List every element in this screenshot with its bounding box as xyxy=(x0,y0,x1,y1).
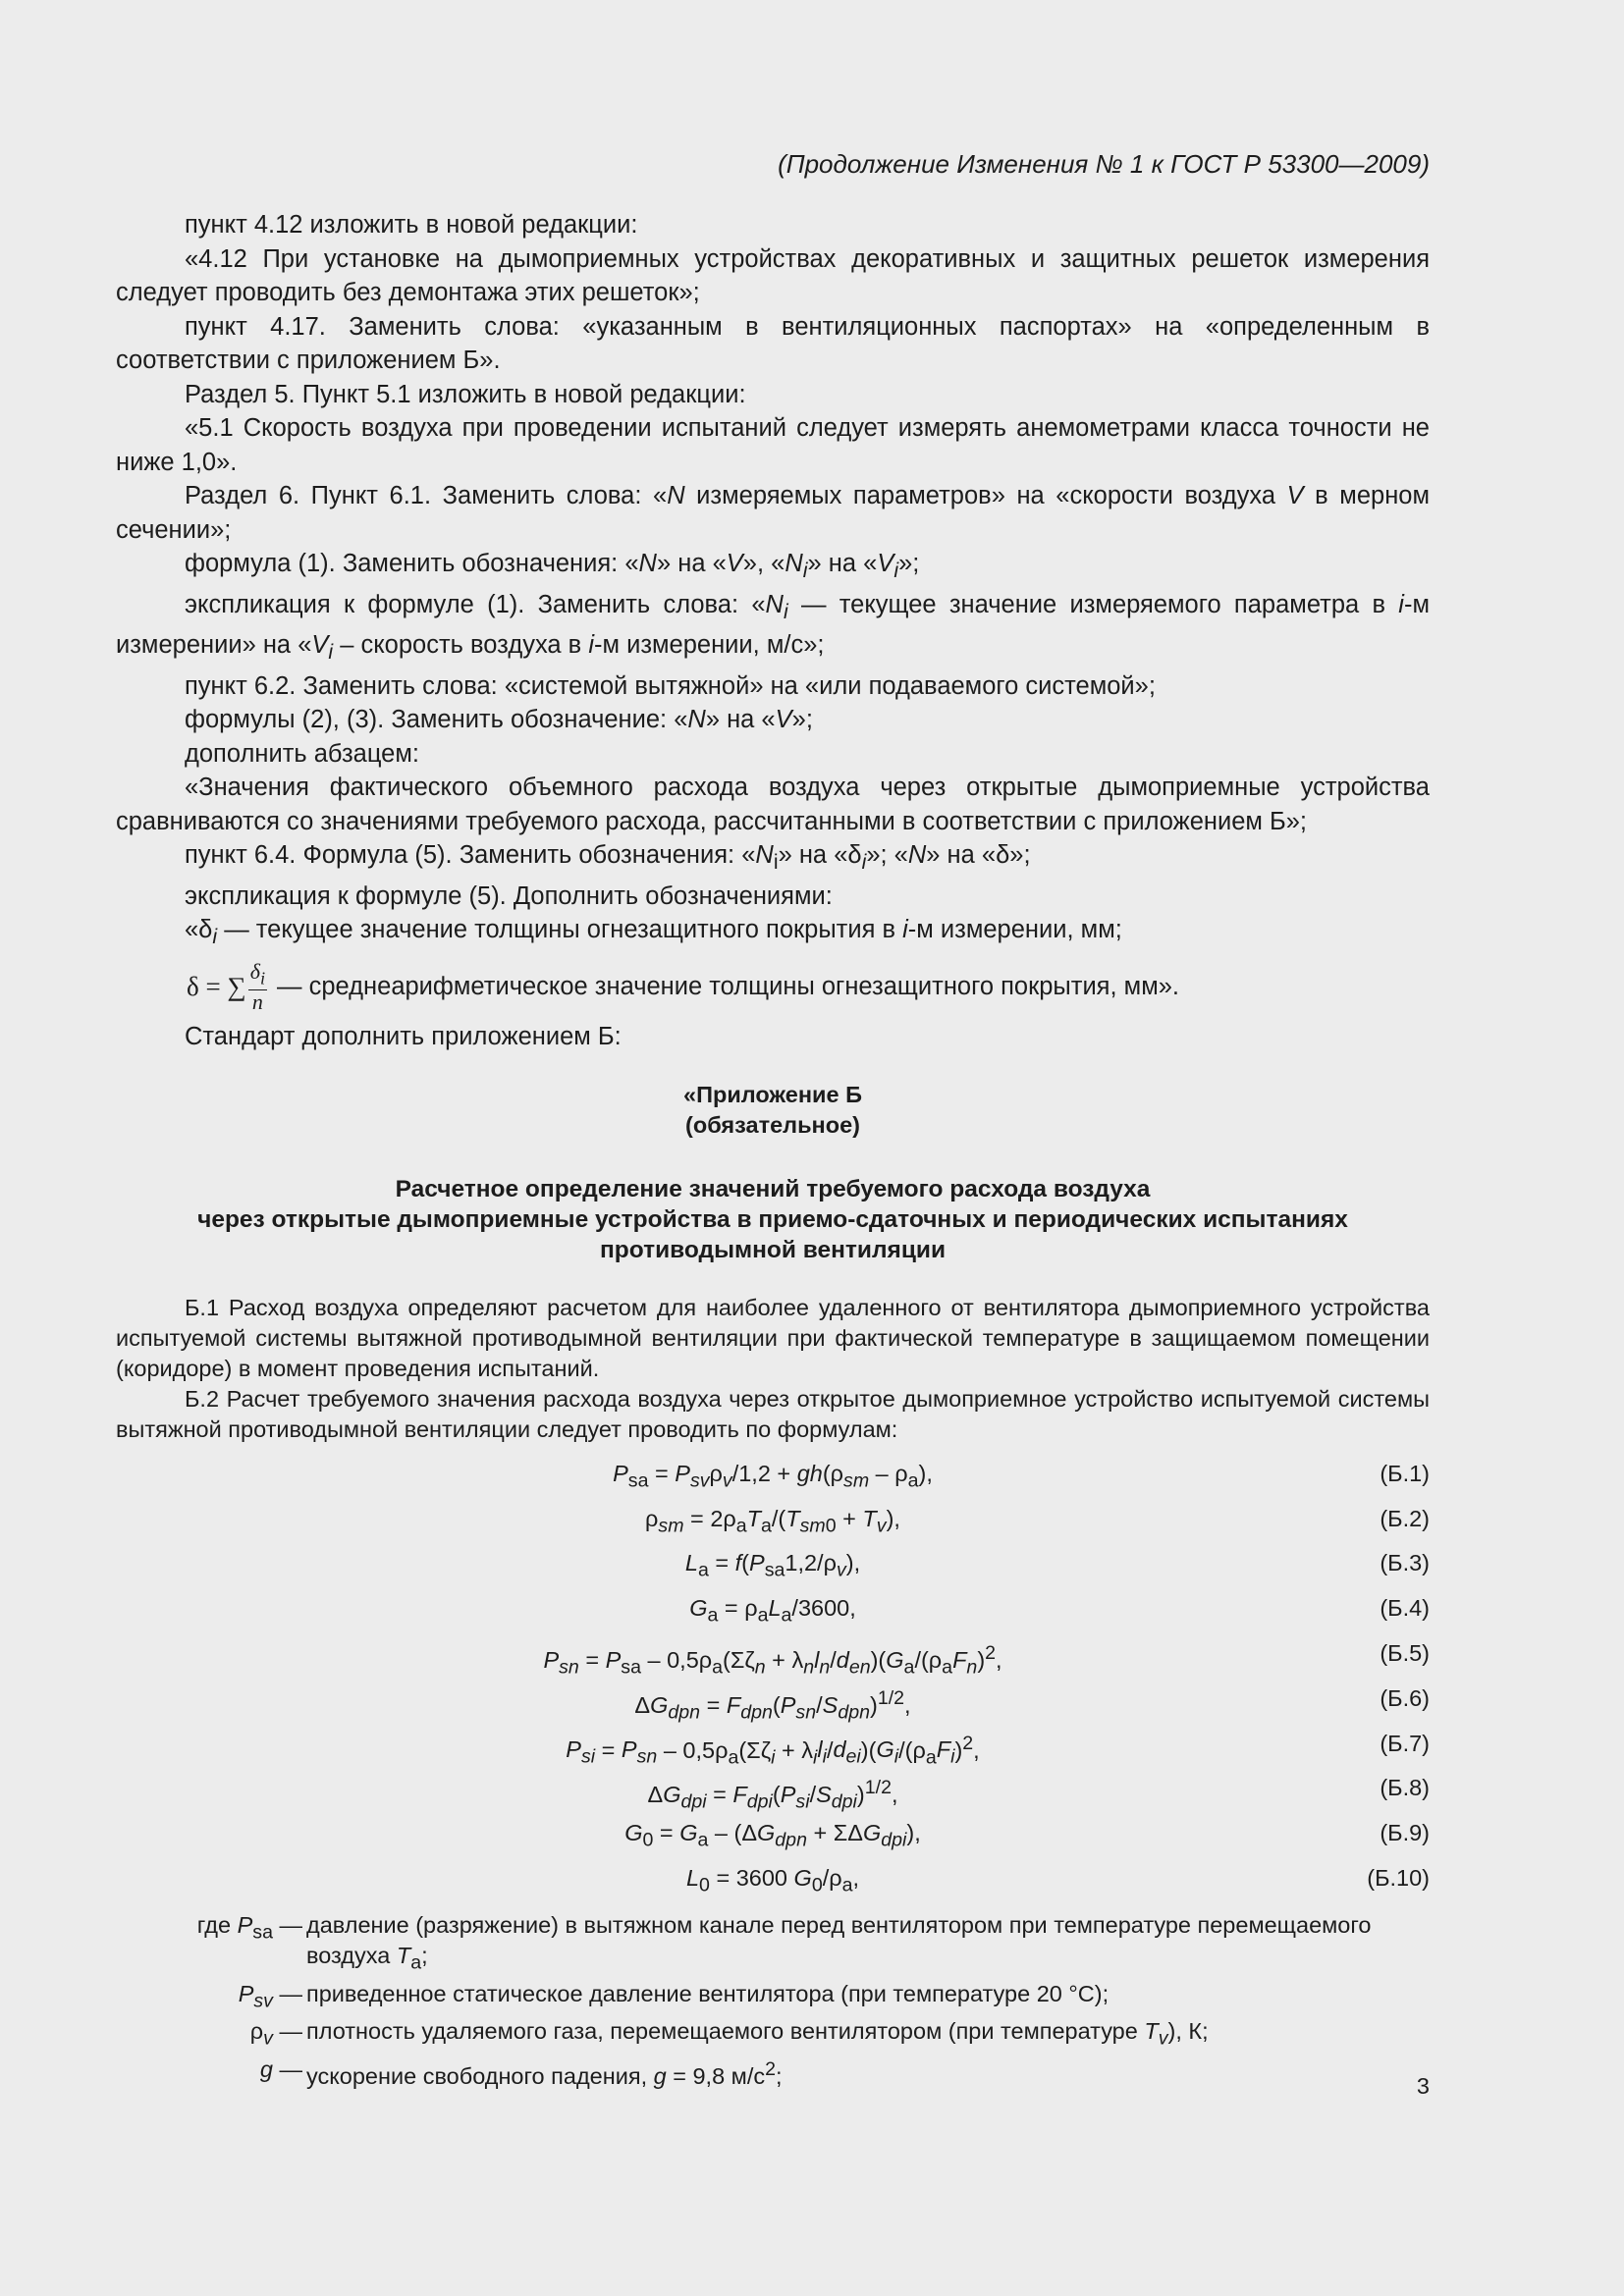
formula-row xyxy=(116,1494,1430,1539)
appendix-title xyxy=(116,1174,1430,1265)
page-number: 3 xyxy=(1416,2073,1430,2099)
amendment-paragraph: Раздел 5. Пункт 5.1 изложить в новой редакции: xyxy=(185,380,746,408)
formula-row xyxy=(116,1719,1430,1769)
amendment-paragraph: «Значения фактического объемного расхода воздуха через открытые дымоприемные устройства сравниваются со значениями требуемого расхода, рассчитанными в соответствии с приложением Б»; xyxy=(116,774,1430,835)
formula-expression: $\rho_{sm} = 2\rho_aT_a/(T_{sm0} + T_v)$, xyxy=(645,1505,900,1537)
fraction-denominator: n xyxy=(251,989,263,1015)
amendment-paragraph: пункт 4.17. Заменить слова: «указанным в вентиляционных паспортах» на «определенным в соответствии с приложением Б». xyxy=(116,312,1430,374)
amendment-paragraph: пункт 6.4. Формула (5). Заменить обозначения: «$N_i$» на «$\delta_i$»; «N» на «δ»; xyxy=(185,841,1031,875)
amendment-paragraph: «4.12 При установке на дымоприемных устройствах декоративных и защитных решеток измерения следует проводить без демонтажа этих решеток»; xyxy=(116,244,1430,306)
amendment-paragraph: формулы (2), (3). Заменить обозначение: «N» на «V»; xyxy=(185,706,813,734)
amendment-paragraphs xyxy=(116,208,1430,954)
formula-number: (Б.4) xyxy=(1380,1595,1430,1622)
appendix-status: (обязательное) xyxy=(685,1111,860,1138)
symbol-definition: ускорение свободного падения, g = 9,8 $м/с^2$; xyxy=(306,2057,783,2089)
amendment-paragraph: Раздел 6. Пункт 6.1. Заменить слова: «N измеряемых параметров» на «скорости воздуха V в мерном сечении»; xyxy=(116,482,1430,544)
formula-number: (Б.3) xyxy=(1380,1550,1430,1576)
appendix-title-line: через открытые дымоприемные устройства в приемо-сдаточных и периодических испытаниях xyxy=(197,1205,1348,1233)
symbol-row xyxy=(116,2055,1430,2092)
formula-row xyxy=(116,1808,1430,1853)
formula-expression: $\Delta G_{dpi} = F_{dpi}(P_{si}/S_{dpi})^{1/2}$, xyxy=(647,1777,898,1813)
appendix-title-line: Расчетное определение значений требуемого расхода воздуха xyxy=(395,1175,1151,1202)
amendment-paragraph: пункт 6.2. Заменить слова: «системой вытяжной» на «или подаваемого системой»; xyxy=(185,671,1156,700)
appendix-heading xyxy=(116,1080,1430,1141)
formula-row xyxy=(116,1449,1430,1494)
formula-expression: $P_{si} = P_{sn} - 0,5\rho_a(\Sigma\zeta_i + \lambda_il_i/d_{ei})(G_i/(\rho_aF_i)^2$, xyxy=(566,1732,980,1769)
delta-fraction xyxy=(248,960,267,1014)
formula-expression: $P_{sa} = P_{sv}\rho_v/1,2 + gh(\rho_{sm} - \rho_a)$, xyxy=(613,1460,933,1492)
symbol-definition: давление (разряжение) в вытяжном канале перед вентилятором при температуре перемещаемого воздуха $T_a$; xyxy=(306,1911,1372,1974)
amendment-paragraph: дополнить абзацем: xyxy=(185,739,419,768)
symbol-row xyxy=(116,2016,1430,2055)
formula-expression: $G_0 = G_a - (\Delta G_{dpn} + \Sigma\Delta G_{dpi})$, xyxy=(624,1820,921,1851)
delta-formula-text: — среднеарифметическое значение толщины огнезащитного покрытия, мм». xyxy=(277,973,1179,1001)
formula-number: (Б.8) xyxy=(1380,1775,1430,1801)
formula-number: (Б.5) xyxy=(1380,1640,1430,1667)
formula-list xyxy=(116,1449,1430,1898)
fraction-numerator: $\delta_i$ xyxy=(248,960,267,990)
amendment-paragraph: экспликация к формуле (5). Дополнить обозначениями: xyxy=(185,881,833,910)
symbol-row xyxy=(116,1979,1430,2017)
amendment-paragraph: формула (1). Заменить обозначения: «N» на «V», «$N_i$» на «$V_i$»; xyxy=(185,550,920,583)
formula-number: (Б.2) xyxy=(1380,1505,1430,1531)
formula-row xyxy=(116,1853,1430,1898)
appendix-body xyxy=(116,1293,1430,1445)
formula-row xyxy=(116,1674,1430,1724)
appendix-title-line: противодымной вентиляции xyxy=(599,1236,947,1263)
formula-number: (Б.7) xyxy=(1380,1730,1430,1756)
formula-number: (Б.10) xyxy=(1367,1865,1430,1892)
formula-expression: $\Delta G_{dpn} = F_{dpn}(P_{sn}/S_{dpn})^{1/2}$, xyxy=(634,1686,911,1724)
delta-lhs: δ = ∑ xyxy=(187,972,246,1002)
symbol-term: $P_{sv}$ — xyxy=(238,1980,302,2012)
appendix-label: «Приложение Б xyxy=(683,1081,862,1107)
formula-expression: $L_0 = 3600$ $G_0/\rho_a$, xyxy=(685,1865,860,1896)
symbol-term: g — xyxy=(259,2056,302,2082)
formula-row xyxy=(116,1629,1430,1679)
amendment-paragraph: пункт 4.12 изложить в новой редакции: xyxy=(185,211,638,239)
symbol-term: $\rho_v$ — xyxy=(249,2018,302,2050)
delta-mean-formula xyxy=(187,960,1430,1014)
formula-number: (Б.6) xyxy=(1380,1684,1430,1711)
amendment-paragraph: «5.1 Скорость воздуха при проведении испытаний следует измерять анемометрами класса точности не ниже 1,0». xyxy=(116,414,1430,476)
formula-expression: $L_a = f(P_{sa}1,2/\rho_v)$, xyxy=(684,1550,861,1582)
symbol-row xyxy=(116,1910,1430,1979)
clause-b1: Б.1 Расход воздуха определяют расчетом для наиболее удаленного от вентилятора дымоприемного устройства испытуемой системы вытяжной противодымной вентиляции при фактической температуре в защищаемом помещении (коридоре) в момент проведения испытаний. xyxy=(116,1294,1430,1381)
formula-row xyxy=(116,1538,1430,1583)
closing-paragraph: Стандарт дополнить приложением Б: xyxy=(185,1023,622,1051)
symbol-definition: плотность удаляемого газа, перемещаемого вентилятором (при температуре $T_v$), К; xyxy=(306,2018,1209,2050)
running-header: (Продолжение Изменения № 1 к ГОСТ Р 53300—2009) xyxy=(778,149,1430,179)
clause-b2: Б.2 Расчет требуемого значения расхода воздуха через открытое дымоприемное устройство испытуемой системы вытяжной противодымной вентиляции следует проводить по формулам: xyxy=(116,1385,1430,1442)
amendment-paragraph: экспликация к формуле (1). Заменить слова: «$N_i$ — текущее значение измеряемого параметра в i-м измерении» на «$V_i$ – скорость воздуха в i-м измерении, м/с»; xyxy=(116,590,1430,665)
amendment-paragraph: «$\delta_i$ — текущее значение толщины огнезащитного покрытия в i-м измерении, мм; xyxy=(185,916,1122,949)
symbol-term: где $P_{sa}$ — xyxy=(196,1911,302,1944)
formula-number: (Б.9) xyxy=(1380,1820,1430,1846)
formula-row xyxy=(116,1583,1430,1629)
document-body xyxy=(116,208,1430,2092)
formula-row xyxy=(116,1763,1430,1813)
symbol-explanation xyxy=(116,1910,1430,2092)
symbol-definition: приведенное статическое давление вентилятора (при температуре 20 °С); xyxy=(306,1980,1110,2006)
formula-expression: $G_a = \rho_aL_a/3600$, xyxy=(689,1595,856,1627)
formula-expression: $P_{sn} = P_{sa} - 0,5\rho_a(\Sigma\zeta_n + \lambda_nl_n/d_{en})(G_a/(\rho_aF_n)^2$, xyxy=(543,1642,1002,1679)
formula-number: (Б.1) xyxy=(1380,1460,1430,1486)
